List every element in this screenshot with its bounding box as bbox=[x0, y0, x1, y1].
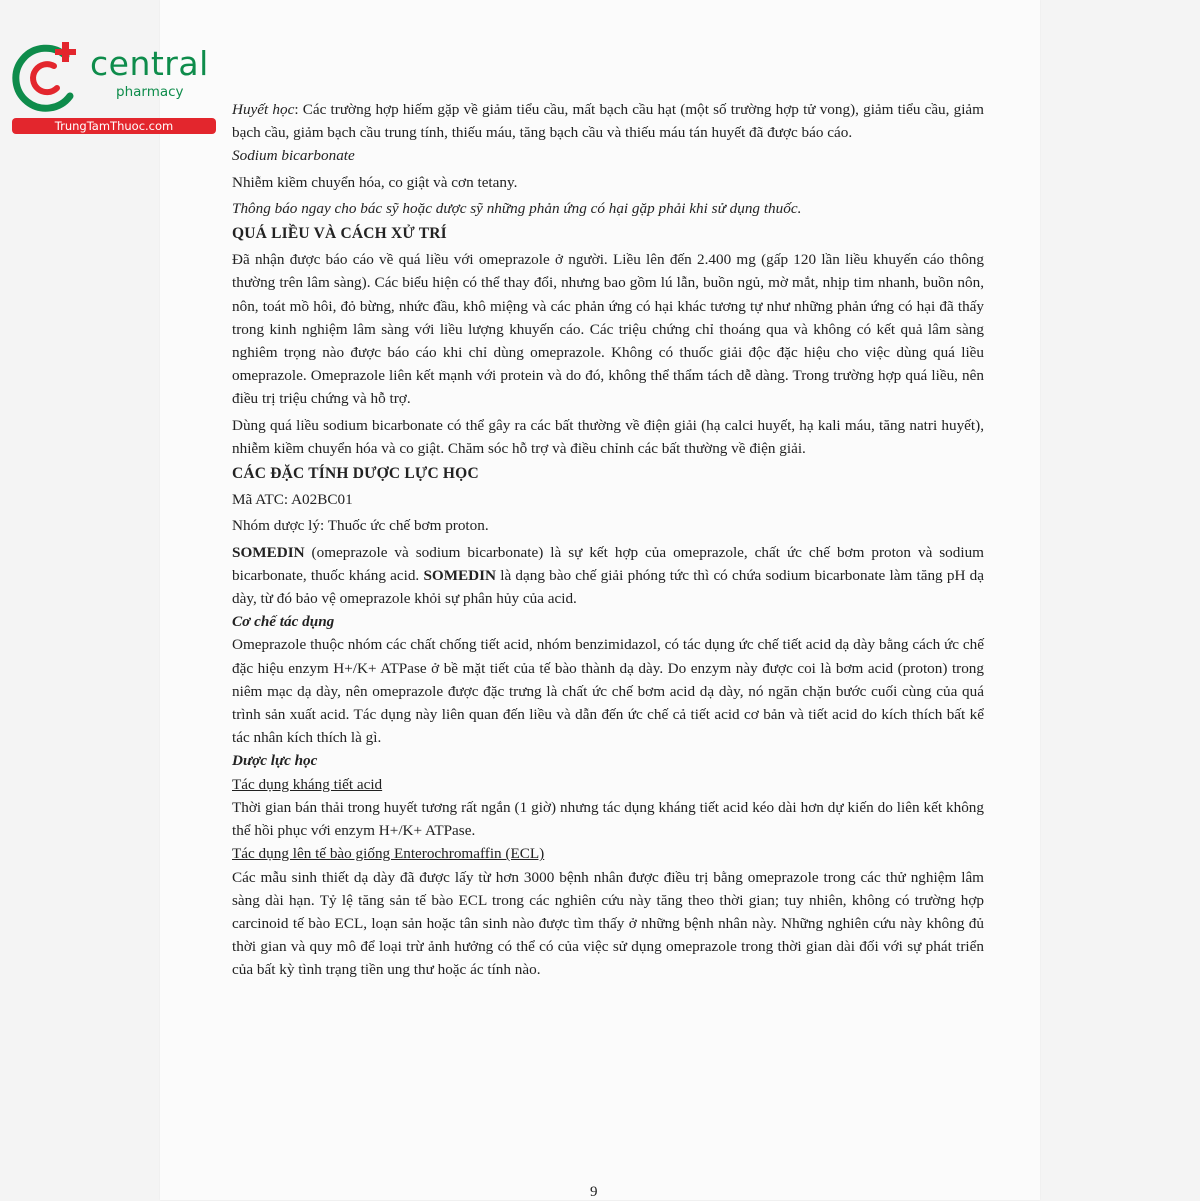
overdose-paragraph-1: Đã nhận được báo cáo về quá liều với omeprazole ở người. Liều lên đến 2.400 mg (gấp 120 lần liều khuyến cáo thông thường trên lâm sàng). Các biểu hiện có thể thay đổi, nhưng bao gồm lú lẫn, buồn ngủ, mờ mắt, nhịp tim nhanh, buồn nôn, nôn, toát mồ hôi, đỏ bừng, nhức đầu, khô miệng và các phản ứng có hại khác tương tự như những phản ứng có hại đã thấy trong kinh nghiệm lâm sàng với liều lượng khuyến cáo. Các triệu chứng chỉ thoáng qua và không có kết quả lâm sàng nghiêm trọng nào được báo cáo khi chỉ dùng omeprazole. Không có thuốc giải độc đặc hiệu cho việc dùng quá liều omeprazole. Omeprazole liên kết mạnh với protein và do đó, không thể thẩm tách dễ dàng. Trong trường hợp quá liều, nên điều trị triệu chứng và hỗ trợ. bbox=[232, 251, 984, 408]
somedin-name-2: SOMEDIN bbox=[423, 566, 497, 584]
overdose-heading: QUÁ LIỀU VÀ CÁCH XỬ TRÍ bbox=[232, 225, 447, 243]
somedin-paragraph bbox=[232, 541, 984, 611]
hematology-paragraph bbox=[232, 98, 984, 144]
page-number: 9 bbox=[590, 1184, 598, 1200]
pd-heading: Dược lực học bbox=[232, 752, 318, 770]
antisecretory-paragraph: Thời gian bán thải trong huyết tương rất ngắn (1 giờ) nhưng tác dụng kháng tiết acid kéo dài hơn dự kiến do liên kết không thể hồi phục với enzym H+/K+ ATPase. bbox=[232, 798, 984, 840]
somedin-text-a: (omeprazole và sodium bicarbonate) là sự kết hợp của omeprazole, chất ức chế bơm proton và sodium bicarbonate, thuốc kháng acid. bbox=[232, 543, 984, 584]
mechanism-heading: Cơ chế tác dụng bbox=[232, 613, 335, 631]
ecl-heading: Tác dụng lên tế bào giống Enterochromaffin (ECL) bbox=[232, 845, 545, 863]
document-body bbox=[232, 98, 984, 982]
pharmacological-group: Nhóm dược lý: Thuốc ức chế bơm proton. bbox=[232, 517, 489, 535]
sodium-bicarbonate-heading: Sodium bicarbonate bbox=[232, 147, 355, 165]
pharmacy-cross-logo-icon bbox=[10, 38, 90, 118]
somedin-text-b: là dạng bào chế giải phóng tức thì có chứa sodium bicarbonate làm tăng pH dạ dày, từ đó bảo vệ omeprazole khỏi sự phân hủy của acid. bbox=[232, 566, 984, 608]
hematology-label: Huyết học bbox=[232, 101, 295, 118]
mechanism-paragraph: Omeprazole thuộc nhóm các chất chống tiết acid, nhóm benzimidazol, có tác dụng ức chế tiết acid dạ dày bằng cách ức chế đặc hiệu enzym H+/K+ ATPase ở bề mặt tiết của tế bào thành dạ dày. Do enzym này được coi là bơm acid (proton) trong niêm mạc dạ dày, nên omeprazole được đặc trưng là chất ức chế bơm acid dạ dày, nó ngăn chặn bước cuối cùng của quá trình sản xuất acid. Tác dụng này liên quan đến liều và dẫn đến ức chế cả tiết acid cơ bản và tiết acid do kích thích bất kể tác nhân kích thích là gì. bbox=[232, 636, 984, 747]
overdose-paragraph-2: Dùng quá liều sodium bicarbonate có thể gây ra các bất thường về điện giải (hạ calci huyết, hạ kali máu, tăng natri huyết), nhiễm kiềm chuyển hóa và co giật. Chăm sóc hỗ trợ và điều chỉnh các bất thường về điện giải. bbox=[232, 416, 984, 457]
central-pharmacy-logo[interactable] bbox=[10, 38, 215, 138]
sodium-bicarbonate-text: Nhiễm kiềm chuyển hóa, co giật và cơn tetany. bbox=[232, 173, 518, 191]
logo-brand-text: central bbox=[90, 44, 209, 83]
atc-code: Mã ATC: A02BC01 bbox=[232, 491, 353, 509]
antisecretory-heading: Tác dụng kháng tiết acid bbox=[232, 775, 383, 793]
logo-site-badge: TrungTamThuoc.com bbox=[12, 118, 216, 134]
somedin-name: SOMEDIN bbox=[232, 543, 305, 561]
logo-sub-text: pharmacy bbox=[116, 84, 184, 100]
hematology-text: : Các trường hợp hiếm gặp về giảm tiểu cầu, mất bạch cầu hạt (một số trường hợp tử vong), giảm tiểu cầu, giảm bạch cầu, giảm bạch cầu trung tính, thiếu máu, tăng bạch cầu và thiếu máu tán huyết đã được báo cáo. bbox=[232, 101, 984, 142]
ecl-paragraph: Các mẫu sinh thiết dạ dày đã được lấy từ hơn 3000 bệnh nhân được điều trị bằng omeprazole trong các thử nghiệm lâm sàng dài hạn. Tỷ lệ tăng sản tế bào ECL trong các nghiên cứu này tăng theo thời gian; tuy nhiên, không có trường hợp carcinoid tế bào ECL, loạn sản hoặc tân sinh nào được tìm thấy ở những bệnh nhân này. Những nghiên cứu này không đủ thời gian và quy mô để loại trừ ảnh hưởng có thể có của việc sử dụng omeprazole trong thời gian dài đối với sự phát triển của bất kỳ tình trạng tiền ung thư hoặc ác tính nào. bbox=[232, 868, 984, 979]
pharmacodynamics-heading: CÁC ĐẶC TÍNH DƯỢC LỰC HỌC bbox=[232, 465, 479, 483]
notice-text: Thông báo ngay cho bác sỹ hoặc dược sỹ những phản ứng có hại gặp phải khi sử dụng thuốc. bbox=[232, 199, 802, 217]
